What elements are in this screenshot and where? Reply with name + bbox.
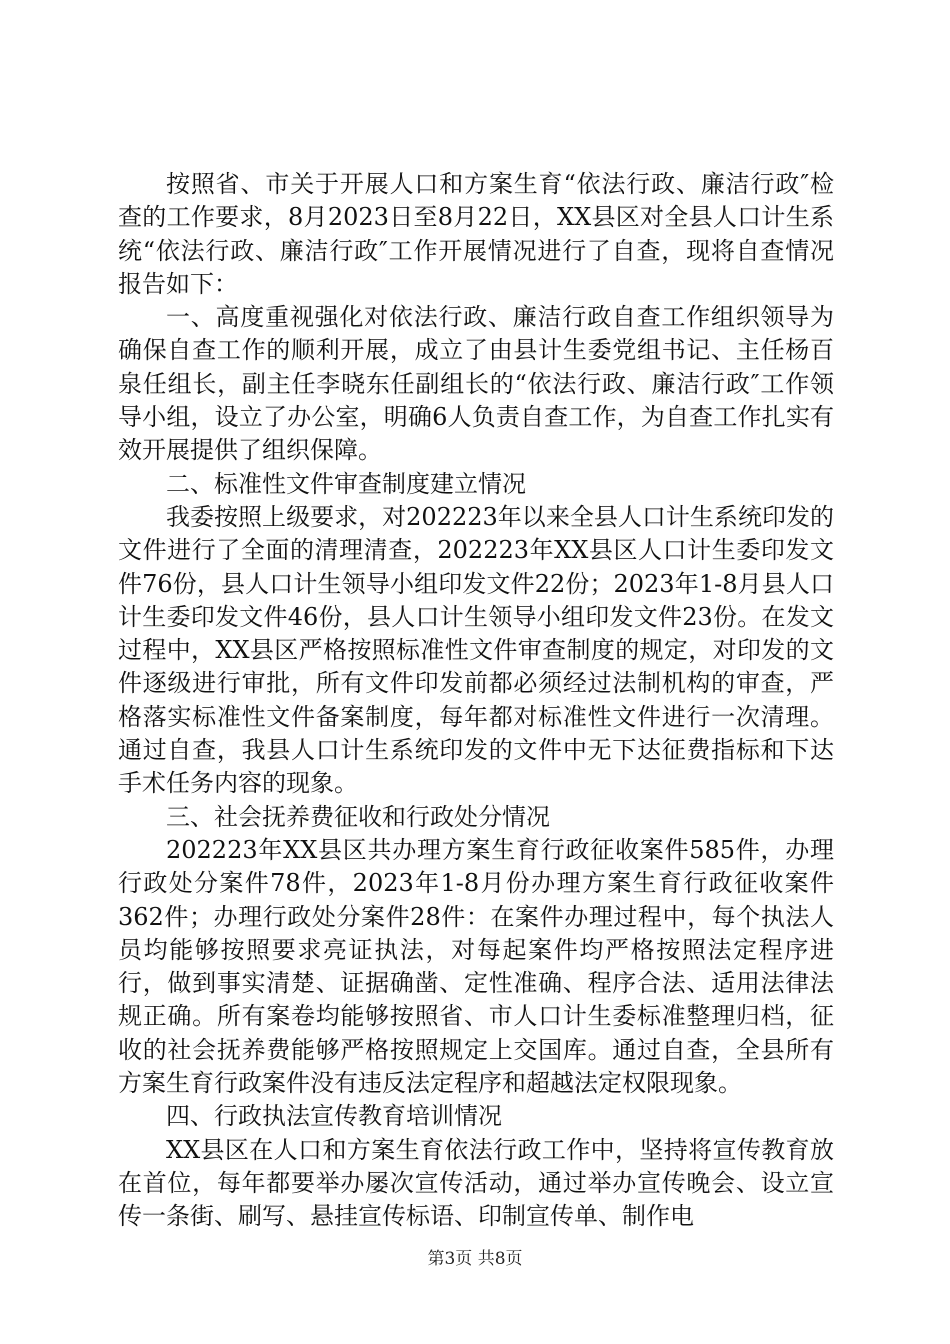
intro-paragraph: 按照省、市关于开展人口和方案生育“依法行政、廉洁行政″检查的工作要求，8月2023日至8月22日，XX县区对全县人口计生系统“依法行政、廉洁行政″工作开展情况进行了自查，现将自查情况报告如下：: [118, 170, 834, 298]
section-3-paragraph: 202223年XX县区共办理方案生育行政征收案件585件，办理行政处分案件78件，2023年1-8月份办理方案生育行政征收案件362件；办理行政处分案件28件：在案件办理过程中，每个执法人员均能够按照要求亮证执法，对每起案件均严格按照法定程序进行，做到事实清楚、证据确凿、定性准确、程序合法、适用法律法规正确。所有案卷均能够按照省、市人口计生委标准整理归档，征收的社会抚养费能够严格按照规定上交国库。通过自查，全县所有方案生育行政案件没有违反法定程序和超越法定权限现象。: [118, 835, 834, 1098]
section-2-heading: 二、标准性文件审查制度建立情况: [166, 469, 526, 498]
section-1-paragraph: 一、高度重视强化对依法行政、廉洁行政自查工作组织领导为确保自查工作的顺利开展，成立了由县计生委党组书记、主任杨百泉任组长，副主任李晓东任副组长的“依法行政、廉洁行政″工作领导小组，设立了办公室，明确6人负责自查工作，为自查工作扎实有效开展提供了组织保障。: [118, 303, 834, 465]
section-3-heading: 三、社会抚养费征收和行政处分情况: [166, 802, 550, 831]
section-4-heading: 四、行政执法宣传教育培训情况: [166, 1102, 502, 1131]
section-2-paragraph: 我委按照上级要求，对202223年以来全县人口计生系统印发的文件进行了全面的清理清查，202223年XX县区人口计生委印发文件76份，县人口计生领导小组印发文件22份；2023年1-8月县人口计生委印发文件46份，县人口计生领导小组印发文件23份。在发文过程中，XX县区严格按照标准性文件审查制度的规定，对印发的文件逐级进行审批，所有文件印发前都必须经过法制机构的审查，严格落实标准性文件备案制度，每年都对标准性文件进行一次清理。通过自查，我县人口计生系统印发的文件中无下达征费指标和下达手术任务内容的现象。: [118, 502, 834, 798]
section-4-paragraph: XX县区在人口和方案生育依法行政工作中，坚持将宣传教育放在首位，每年都要举办屡次宣传活动，通过举办宣传晚会、设立宣传一条街、刷写、悬挂宣传标语、印制宣传单、制作电: [118, 1135, 834, 1231]
page-number-footer: 第3页 共8页: [427, 1249, 523, 1269]
document-body: [118, 168, 834, 1234]
